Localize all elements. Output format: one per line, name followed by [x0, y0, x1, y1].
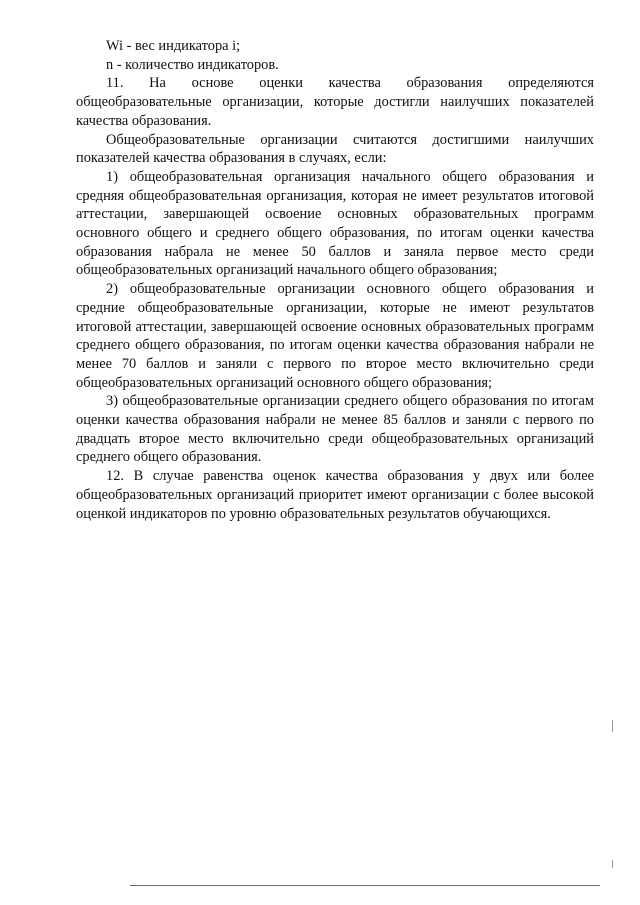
criterion-3-paragraph: 3) общеобразовательные организации среднего общего образования по итогам оценки качества образования набрали не менее 85 баллов и заняли с первого по двадцать второе место включительно среди общеобразовательных организаций среднего общего образования.: [76, 393, 594, 466]
scan-edge-mark: [612, 720, 613, 732]
indicator-count-definition: n - количество индикаторов.: [106, 56, 279, 73]
best-results-criteria-intro: Общеобразовательные организации считаются достигшими наилучших показателей качества образования в случаях, если:: [76, 131, 594, 167]
criterion-1-paragraph: 1) общеобразовательная организация начального общего образования и средняя общеобразовательная организация, которая не имеет результатов итоговой аттестации, завершающей освоение основных образовательных программ основного общего и среднего общего образования, по итогам оценки качества образования набрала не менее 50 баллов и заняла первое место среди общеобразовательных организаций начального общего образования;: [76, 168, 594, 279]
page-bottom-rule: [130, 885, 600, 886]
clause-12-paragraph: 12. В случае равенства оценок качества образования у двух или более общеобразовательных организаций приоритет имеют организации с более высокой оценкой индикаторов по уровню образовательных результатов обучающихся.: [76, 468, 594, 522]
clause-11-paragraph: 11. На основе оценки качества образования определяются общеобразовательные организации, которые достигли наилучших показателей качества образования.: [76, 75, 594, 129]
criterion-2-paragraph: 2) общеобразовательные организации основного общего образования и средние общеобразовательные организации, которые не имеют результатов итоговой аттестации, завершающей освоение основных образовательных программ среднего общего образования, по итогам оценки качества образования набрали не менее 70 баллов и заняли с первого по второе место включительно среди общеобразовательных организаций основного общего образования;: [76, 281, 594, 391]
scan-edge-mark: [612, 860, 613, 868]
document-body: [76, 37, 594, 523]
indicator-weight-definition: Wi - вес индикатора i;: [106, 38, 241, 54]
